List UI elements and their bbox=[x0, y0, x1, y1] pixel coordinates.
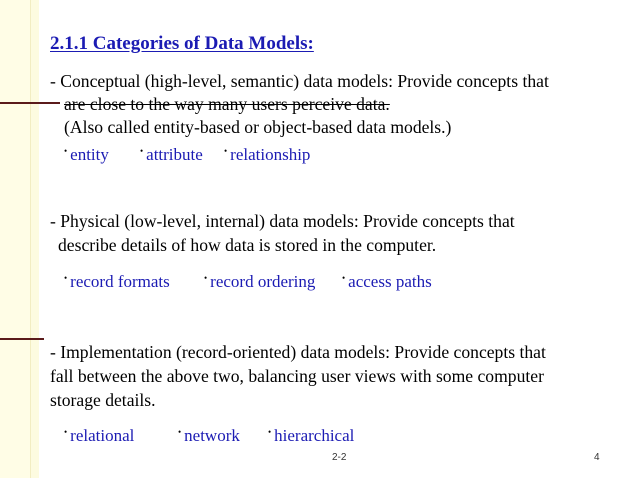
physical-line-1: - Physical (low-level, internal) data models: Provide concepts that bbox=[50, 211, 515, 231]
implementation-line-1: - Implementation (record-oriented) data models: Provide concepts that bbox=[50, 342, 546, 362]
bullet-text: hierarchical bbox=[274, 426, 355, 445]
footer-section: 2-2 bbox=[332, 452, 347, 463]
implementation-line-2: fall between the above two, balancing user views with some computer bbox=[50, 366, 544, 386]
bullet-item bbox=[342, 268, 432, 292]
bullet-item bbox=[64, 422, 134, 446]
accent-rule-top bbox=[0, 102, 60, 104]
page-number: 4 bbox=[594, 452, 600, 463]
bullet-dot-icon: • bbox=[140, 146, 144, 156]
bullet-dot-icon: • bbox=[64, 427, 68, 437]
slide-title: 2.1.1 Categories of Data Models: bbox=[50, 33, 314, 54]
bullet-dot-icon: • bbox=[64, 273, 68, 283]
bullet-dot-icon: • bbox=[268, 427, 272, 437]
bullet-dot-icon: • bbox=[64, 146, 68, 156]
bullet-dot-icon: • bbox=[178, 427, 182, 437]
bullet-item bbox=[268, 422, 354, 446]
bullet-item bbox=[64, 141, 109, 165]
bullet-item bbox=[224, 141, 310, 165]
bullet-text: record ordering bbox=[210, 272, 316, 291]
bullet-text: relational bbox=[70, 426, 135, 445]
physical-line-2: describe details of how data is stored in the computer. bbox=[58, 235, 437, 255]
bullet-text: attribute bbox=[146, 145, 203, 164]
bullet-dot-icon: • bbox=[342, 273, 346, 283]
bullet-text: network bbox=[184, 426, 240, 445]
conceptual-line-3: (Also called entity-based or object-based data models.) bbox=[64, 117, 452, 137]
accent-rule-bottom bbox=[0, 338, 44, 340]
bullet-item bbox=[178, 422, 240, 446]
conceptual-line-2: are close to the way many users perceive data. bbox=[64, 94, 390, 114]
conceptual-line-1: - Conceptual (high-level, semantic) data models: Provide concepts that bbox=[50, 71, 549, 91]
bullet-text: record formats bbox=[70, 272, 170, 291]
side-band bbox=[0, 0, 30, 478]
bullet-item bbox=[204, 268, 315, 292]
bullet-item bbox=[140, 141, 203, 165]
side-rule bbox=[30, 0, 39, 478]
bullet-dot-icon: • bbox=[224, 146, 228, 156]
bullet-text: access paths bbox=[348, 272, 432, 291]
bullet-text: entity bbox=[70, 145, 109, 164]
bullet-dot-icon: • bbox=[204, 273, 208, 283]
bullet-item bbox=[64, 268, 170, 292]
implementation-line-3: storage details. bbox=[50, 390, 156, 410]
bullet-text: relationship bbox=[230, 145, 311, 164]
